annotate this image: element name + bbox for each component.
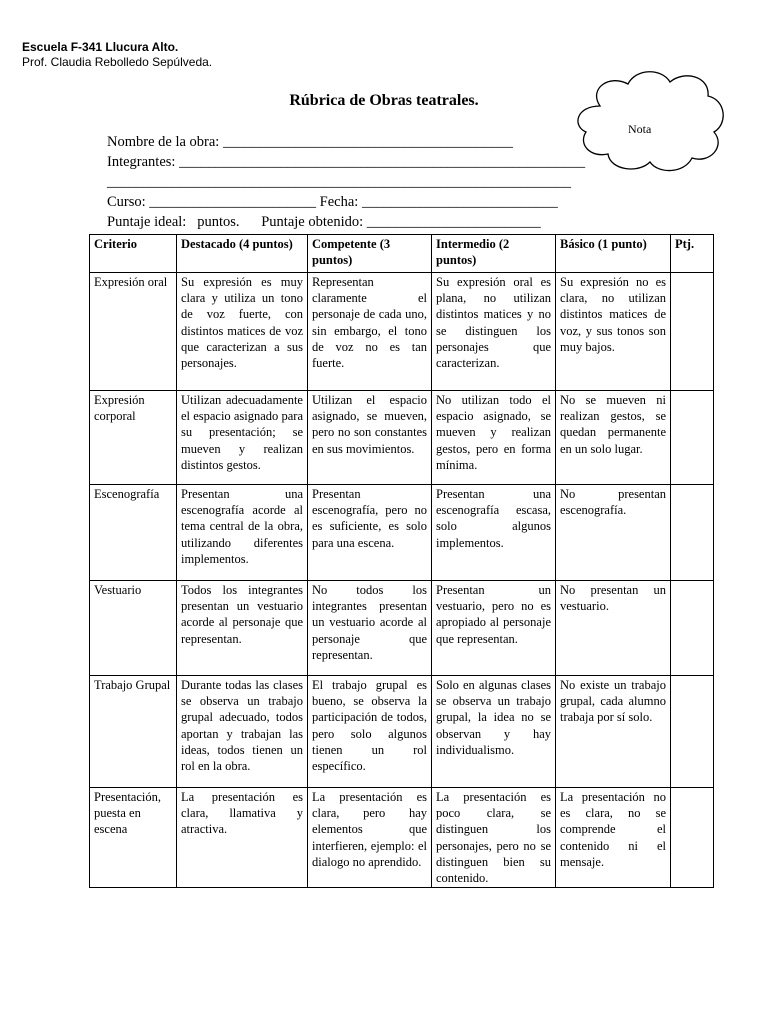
level-competente-cell: No todos los integrantes presentan un vestuario acorde al personaje que representan. [308, 581, 432, 676]
level-basico-cell: Su expresión no es clara, no utilizan distintos matices de voz, y sus tonos son muy bajos. [556, 273, 671, 391]
teacher-name: Prof. Claudia Rebolledo Sepúlveda. [22, 55, 213, 69]
student-info-fields [107, 132, 585, 232]
level-intermedio-cell: No utilizan todo el espacio asignado, se mueven y realizan gestos, pero en forma mínima. [432, 391, 556, 485]
criterion-cell: Escenografía [90, 485, 177, 581]
level-intermedio-cell: Presentan una escenografía escasa, solo algunos implementos. [432, 485, 556, 581]
table-row [90, 391, 714, 485]
members-field-line2[interactable]: ________________________________________________________________ [107, 174, 571, 190]
level-destacado-cell: Su expresión es muy clara y utiliza un tono de voz fuerte, con distintos matices de voz que caracterizan a sus personajes. [177, 273, 308, 391]
table-row [90, 485, 714, 581]
criterion-cell: Vestuario [90, 581, 177, 676]
level-basico-cell: No existe un trabajo grupal, cada alumno trabaja por sí solo. [556, 676, 671, 788]
level-destacado-cell: Presentan una escenografía acorde al tema central de la obra, utilizando diferentes implementos. [177, 485, 308, 581]
score-cell[interactable] [671, 485, 714, 581]
score-cell[interactable] [671, 676, 714, 788]
play-name-field[interactable]: Nombre de la obra: ________________________________________ [107, 134, 513, 150]
level-destacado-cell: La presentación es clara, llamativa y atractiva. [177, 788, 308, 888]
level-destacado-cell: Durante todas las clases se observa un trabajo grupal adecuado, todos aportan y trabajan las ideas, todos tienen un rol en la obra. [177, 676, 308, 788]
header-competente: Competente (3 puntos) [308, 235, 432, 273]
header-criterio: Criterio [90, 235, 177, 273]
score-cell[interactable] [671, 391, 714, 485]
level-competente-cell: Presentan escenografía, pero no es suficiente, es solo para una escena. [308, 485, 432, 581]
level-intermedio-cell: Solo en algunas clases se observa un trabajo grupal, la idea no se observan y hay individualismo. [432, 676, 556, 788]
criterion-cell: Expresión corporal [90, 391, 177, 485]
level-intermedio-cell: Su expresión oral es plana, no utilizan distintos matices y no se distinguen los personajes que caracterizan. [432, 273, 556, 391]
level-competente-cell: Utilizan el espacio asignado, se mueven, pero no son constantes en sus movimientos. [308, 391, 432, 485]
score-cell[interactable] [671, 581, 714, 676]
table-row [90, 581, 714, 676]
school-name: Escuela F-341 Llucura Alto. [22, 40, 179, 54]
level-basico-cell: No presentan escenografía. [556, 485, 671, 581]
header-destacado: Destacado (4 puntos) [177, 235, 308, 273]
table-row [90, 788, 714, 888]
header-intermedio: Intermedio (2 puntos) [432, 235, 556, 273]
score-cell[interactable] [671, 273, 714, 391]
members-field[interactable]: Integrantes: ________________________________________________________ [107, 154, 586, 170]
level-basico-cell: No se mueven ni realizan gestos, se quedan permanente en un solo lugar. [556, 391, 671, 485]
grade-cloud-box [570, 66, 730, 176]
rubric-table [89, 234, 714, 888]
level-competente-cell: El trabajo grupal es bueno, se observa la participación de todos, pero solo algunos tienen un rol específico. [308, 676, 432, 788]
criterion-cell: Trabajo Grupal [90, 676, 177, 788]
level-basico-cell: La presentación no es clara, no se comprende el contenido ni el mensaje. [556, 788, 671, 888]
score-cell[interactable] [671, 788, 714, 888]
level-competente-cell: La presentación es clara, pero hay elementos que interfieren, ejemplo: el dialogo no aprendido. [308, 788, 432, 888]
score-field[interactable]: Puntaje ideal: puntos. Puntaje obtenido: ________________________ [107, 214, 541, 230]
table-row [90, 273, 714, 391]
table-row [90, 676, 714, 788]
criterion-cell: Presentación, puesta en escena [90, 788, 177, 888]
document-title: Rúbrica de Obras teatrales. [289, 92, 479, 109]
header-basico: Básico (1 punto) [556, 235, 671, 273]
grade-label: Nota [628, 122, 652, 136]
criterion-cell: Expresión oral [90, 273, 177, 391]
table-header-row [90, 235, 714, 273]
level-intermedio-cell: La presentación es poco clara, se distinguen los personajes, pero no se distinguen bien su contenido. [432, 788, 556, 888]
header-ptj: Ptj. [671, 235, 714, 273]
level-intermedio-cell: Presentan un vestuario, pero no es apropiado al personaje que representan. [432, 581, 556, 676]
course-date-field[interactable]: Curso: _______________________ Fecha: ___________________________ [107, 194, 558, 210]
level-destacado-cell: Utilizan adecuadamente el espacio asignado para su presentación; se mueven y realizan distintos gestos. [177, 391, 308, 485]
level-basico-cell: No presentan un vestuario. [556, 581, 671, 676]
level-destacado-cell: Todos los integrantes presentan un vestuario acorde al personaje que representan. [177, 581, 308, 676]
level-competente-cell: Representan claramente el personaje de cada uno, sin embargo, el tono de voz no es tan fuerte. [308, 273, 432, 391]
